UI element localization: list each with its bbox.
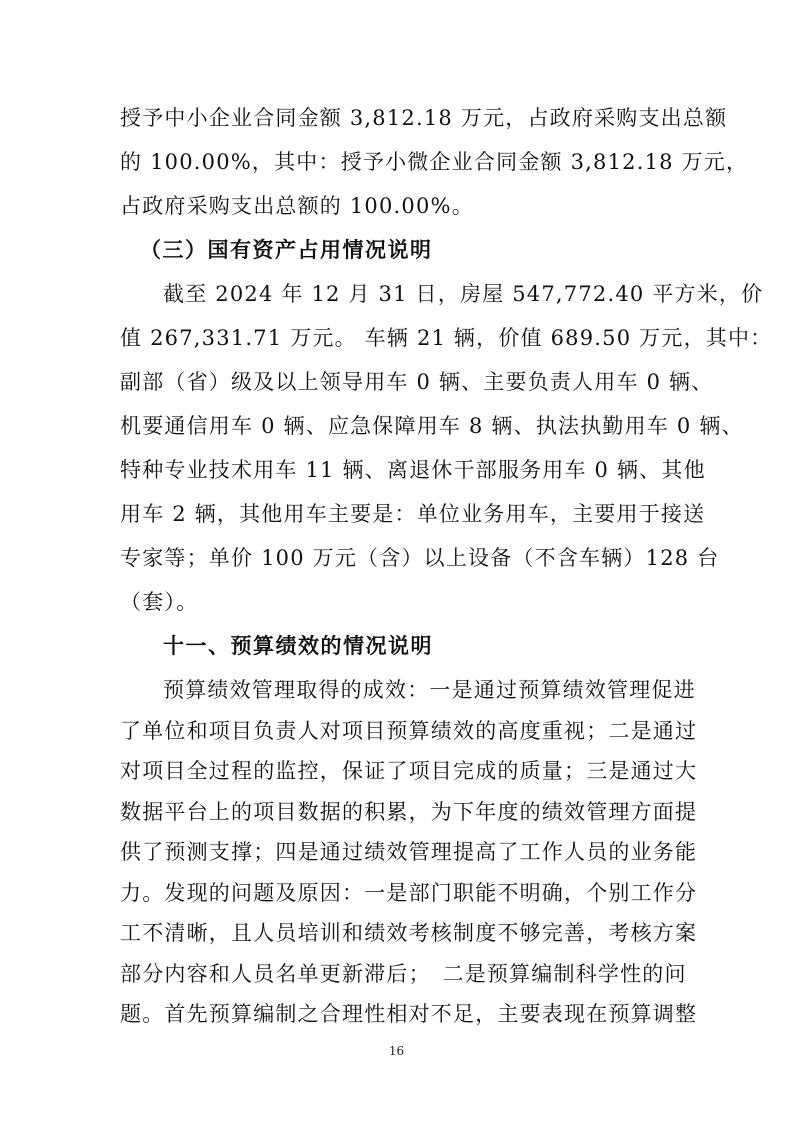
text-line: 副部（省）级及以上领导用车 0 辆、主要负责人用车 0 辆、 <box>120 370 714 394</box>
text-line: 机要通信用车 0 辆、应急保障用车 8 辆、执法执勤用车 0 辆、 <box>120 414 744 438</box>
text-line: 截至 2024 年 12 月 31 日，房屋 547,772.40 平方米，价 <box>163 282 764 306</box>
text-line: 对项目全过程的监控，保证了项目完成的质量；三是通过大 <box>120 759 698 783</box>
text-line: 力。发现的问题及原因：一是部门职能不明确，个别工作分 <box>120 881 698 905</box>
text-line: 授予中小企业合同金额 3,812.18 万元，占政府采购支出总额 <box>120 106 728 130</box>
text-line: 值 267,331.71 万元。 车辆 21 辆，价值 689.50 万元，其中： <box>120 326 773 350</box>
text-line: 专家等；单价 100 万元（含）以上设备（不含车辆）128 台 <box>120 546 720 570</box>
section-heading-assets: （三）国有资产占用情况说明 <box>140 238 433 262</box>
text-line: 的 100.00%，其中：授予小微企业合同金额 3,812.18 万元， <box>120 150 749 174</box>
text-line: 部分内容和人员名单更新滞后； 二是预算编制科学性的问 <box>120 962 687 986</box>
text-line: 占政府采购支出总额的 100.00%。 <box>120 194 474 218</box>
text-line: 工不清晰，且人员培训和绩效考核制度不够完善，考核方案 <box>120 921 698 945</box>
text-line: 了单位和项目负责人对项目预算绩效的高度重视；二是通过 <box>120 719 698 743</box>
text-line: 题。首先预算编制之合理性相对不足，主要表现在预算调整 <box>120 1002 698 1026</box>
text-line: 特种专业技术用车 11 辆、离退休干部服务用车 0 辆、其他 <box>120 458 706 482</box>
text-line: 预算绩效管理取得的成效：一是通过预算绩效管理促进 <box>163 678 696 702</box>
section-heading-performance: 十一、预算绩效的情况说明 <box>163 634 433 658</box>
text-line: 用车 2 辆，其他用车主要是：单位业务用车，主要用于接送 <box>120 502 706 526</box>
text-line: （套）。 <box>120 590 199 614</box>
page-number: 16 <box>388 1044 405 1058</box>
text-line: 供了预测支撑；四是通过绩效管理提高了工作人员的业务能 <box>120 840 698 864</box>
text-line: 数据平台上的项目数据的积累，为下年度的绩效管理方面提 <box>120 800 698 824</box>
